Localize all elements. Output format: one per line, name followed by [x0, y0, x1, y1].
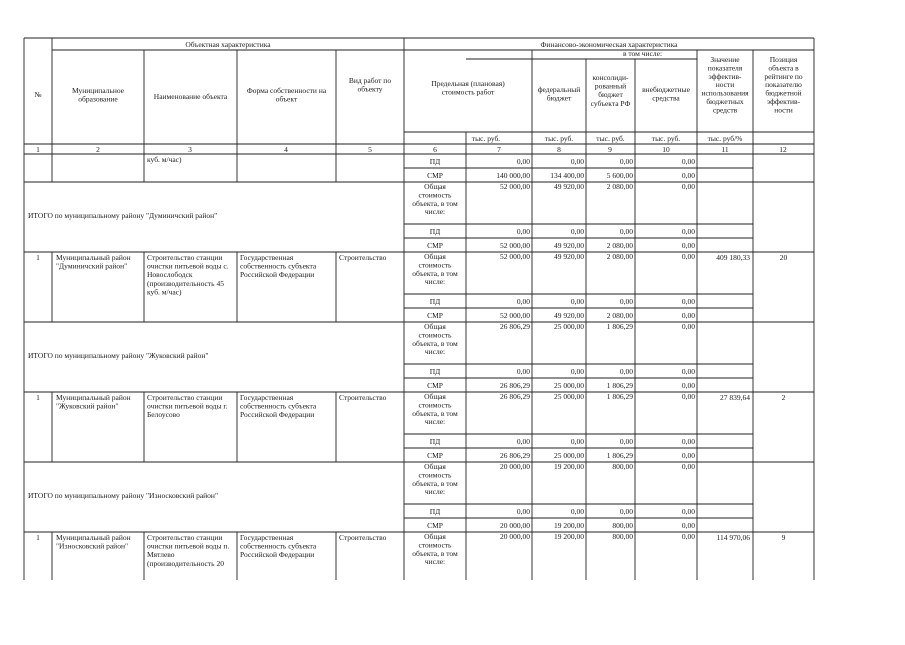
header-rating-position: ности [774, 105, 793, 115]
pd-label: ПД [429, 507, 441, 516]
column-number: 6 [433, 145, 437, 154]
header-rating-position: Позиция [769, 55, 798, 64]
total-cost-label: стоимость [418, 260, 452, 270]
total-cost-label: числе: [424, 557, 446, 567]
itogo-pd-value: 0,00 [619, 367, 633, 376]
smr-label: СМР [427, 381, 443, 390]
object-pd-value: 0,00 [570, 297, 584, 306]
itogo-pd-value: 0,00 [619, 227, 633, 236]
object-name: Строительство станции [147, 253, 223, 262]
total-cost-label: Общая [424, 182, 446, 191]
smr-label: СМР [427, 241, 443, 250]
total-cost-label: числе: [424, 207, 446, 217]
ownership-form: Государственная [240, 393, 294, 402]
header-consolidated-budget: бюджет [598, 90, 623, 100]
object-total-value: 0,00 [681, 252, 695, 261]
object-name: очистки питьевой воды г. [147, 401, 228, 411]
rating-position: 9 [781, 533, 786, 542]
itogo-total-value: 19 200,00 [554, 462, 584, 471]
municipality-name: "Износковский район" [56, 541, 129, 551]
total-cost-label: объекта, в том [412, 548, 458, 558]
header-municipality: образование [78, 94, 118, 104]
header-federal-budget: бюджет [546, 93, 572, 103]
total-cost-label: стоимость [418, 470, 452, 480]
rating-position: 20 [779, 253, 788, 262]
municipality-name: Муниципальный район [56, 253, 131, 262]
header-consolidated-budget: рованный [594, 81, 627, 91]
column-number: 5 [368, 145, 372, 154]
total-cost-label: объекта, в том [412, 268, 458, 278]
total-cost-label: числе: [424, 347, 446, 357]
header-efficiency-value: использования [701, 88, 749, 98]
object-smr-value: 0,00 [681, 451, 695, 460]
row-number: 1 [36, 533, 40, 542]
header-efficiency-value: бюджетных [706, 97, 744, 106]
itogo-smr-value: 25 000,00 [554, 381, 584, 390]
itogo-row-label: ИТОГО по муниципальному району "Думиничский район" [28, 211, 218, 220]
object-name: куб. м/час) [147, 287, 182, 297]
total-cost-label: Общая [424, 252, 446, 261]
column-number: 2 [96, 145, 100, 154]
object-smr-value: 1 806,29 [606, 451, 633, 460]
column-number: 11 [721, 145, 729, 154]
row-number: 1 [36, 393, 40, 402]
ownership-form: Российской Федерации [240, 410, 315, 420]
object-total-value: 25 000,00 [554, 392, 584, 401]
header-efficiency-value: ности [715, 80, 735, 90]
column-number: 12 [779, 145, 787, 154]
column-number: 3 [188, 145, 192, 154]
object-name: Белоусово [147, 410, 180, 420]
column-number: 9 [608, 145, 612, 154]
itogo-pd-value: 0,00 [570, 507, 584, 516]
pd-label: ПД [429, 227, 441, 236]
itogo-pd-value: 0,00 [681, 227, 695, 236]
object-pd-value: 0,00 [681, 297, 695, 306]
object-total-value: 20 000,00 [500, 532, 530, 541]
itogo-total-value: 20 000,00 [500, 462, 530, 471]
total-cost-label: Общая [424, 392, 446, 401]
municipality-name: Муниципальный район [56, 533, 131, 542]
carry-pd-value: 0,00 [681, 157, 695, 166]
smr-label: СМР [427, 521, 443, 530]
header-object-characteristics: Объектная характеристика [185, 40, 271, 49]
total-cost-label: стоимость [418, 330, 452, 340]
carry-smr-value: 134 400,00 [550, 171, 584, 180]
object-pd-value: 0,00 [619, 437, 633, 446]
object-pd-value: 0,00 [681, 437, 695, 446]
unit-label: тыс. руб. [596, 134, 625, 143]
header-rating-position: показателю [765, 80, 802, 90]
header-rating-position: рейтинге по [764, 71, 803, 81]
itogo-smr-value: 20 000,00 [500, 521, 530, 530]
pd-label: ПД [429, 367, 441, 376]
column-number: 10 [662, 145, 670, 154]
object-total-value: 26 806,29 [500, 392, 530, 401]
object-smr-value: 52 000,00 [500, 311, 530, 320]
total-cost-label: числе: [424, 487, 446, 497]
header-federal-budget: федеральный [537, 85, 581, 94]
itogo-pd-value: 0,00 [681, 507, 695, 516]
carry-pd-value: 0,00 [516, 157, 530, 166]
header-extrabudgetary: средства [652, 93, 680, 103]
itogo-pd-value: 0,00 [681, 367, 695, 376]
object-name: (производительность 20 [147, 558, 224, 568]
work-type: Строительство [339, 533, 387, 542]
unit-label: тыс. руб. [651, 134, 681, 143]
object-name: Строительство станции [147, 533, 223, 542]
total-cost-label: объекта, в том [412, 478, 458, 488]
header-work-type: объекту [357, 84, 383, 94]
object-total-value: 19 200,00 [554, 532, 584, 541]
header-rating-position: объекта в [768, 63, 799, 73]
rating-position: 2 [781, 393, 786, 402]
smr-label: СМР [427, 451, 443, 460]
column-number: 7 [497, 145, 501, 154]
municipality-name: "Думиничский район" [56, 261, 128, 271]
itogo-total-value: 49 920,00 [554, 182, 584, 191]
itogo-total-value: 0,00 [681, 462, 695, 471]
total-cost-label: объекта, в том [412, 408, 458, 418]
total-cost-label: Общая [424, 462, 446, 471]
itogo-total-value: 0,00 [681, 182, 695, 191]
column-number: 1 [36, 145, 40, 154]
efficiency-value: 114 970,06 [716, 533, 750, 542]
itogo-total-value: 0,00 [681, 322, 695, 331]
ownership-form: собственность субъекта [240, 401, 317, 411]
itogo-total-value: 800,00 [612, 462, 633, 471]
header-efficiency-value: эффектив- [708, 71, 742, 81]
header-efficiency-value: Значение [710, 55, 740, 64]
itogo-pd-value: 0,00 [570, 367, 584, 376]
object-name: очистки питьевой воды с. [147, 261, 229, 271]
object-name-tail: куб. м/час) [147, 155, 182, 164]
header-max-cost: стоимость работ [441, 87, 495, 97]
carry-pd-value: 0,00 [570, 157, 584, 166]
object-total-value: 800,00 [612, 532, 633, 541]
carry-smr-value: 0,00 [681, 171, 695, 180]
unit-label: тыс. руб/% [707, 134, 743, 143]
pd-label: ПД [429, 437, 441, 446]
row-number: 1 [36, 253, 40, 262]
header-efficiency-value: средств [712, 105, 738, 115]
smr-label: СМР [427, 171, 443, 180]
itogo-total-value: 1 806,29 [606, 322, 633, 331]
object-total-value: 52 000,00 [500, 252, 530, 261]
ownership-form: Российской Федерации [240, 270, 315, 280]
ownership-form: Государственная [240, 253, 294, 262]
header-efficiency-value: показателя [707, 63, 743, 73]
header-max-cost: Предельная (плановая) [431, 79, 505, 88]
object-total-value: 49 920,00 [554, 252, 584, 261]
unit-label: тыс. руб. [544, 134, 574, 143]
total-cost-label: числе: [424, 417, 446, 427]
object-pd-value: 0,00 [619, 297, 633, 306]
ownership-form: Российской Федерации [240, 550, 315, 560]
object-total-value: 0,00 [681, 532, 695, 541]
object-name: Строительство станции [147, 393, 223, 402]
total-cost-label: стоимость [418, 400, 452, 410]
header-ownership: объект [275, 94, 298, 104]
itogo-pd-value: 0,00 [570, 227, 584, 236]
itogo-row-label: ИТОГО по муниципальному району "Жуковский район" [28, 351, 209, 360]
column-number: 4 [284, 145, 288, 154]
object-pd-value: 0,00 [516, 437, 530, 446]
carry-pd-value: 0,00 [619, 157, 633, 166]
total-cost-label: стоимость [418, 190, 452, 200]
object-name: Новослободск [147, 270, 193, 280]
itogo-smr-value: 2 080,00 [606, 241, 633, 250]
carry-smr-value: 5 600,00 [606, 171, 633, 180]
header-consolidated-budget: субъекта РФ [590, 98, 631, 108]
work-type: Строительство [339, 393, 387, 402]
itogo-total-value: 2 080,00 [606, 182, 633, 191]
municipality-name: "Жуковский район" [56, 401, 119, 411]
efficiency-value: 409 180,33 [716, 253, 750, 262]
object-pd-value: 0,00 [516, 297, 530, 306]
ownership-form: собственность субъекта [240, 261, 317, 271]
itogo-smr-value: 19 200,00 [554, 521, 584, 530]
object-total-value: 2 080,00 [606, 252, 633, 261]
ownership-form: Государственная [240, 533, 294, 542]
header-rating-position: бюджетной [765, 88, 802, 98]
object-total-value: 0,00 [681, 392, 695, 401]
object-name: очистки питьевой воды п. [147, 541, 230, 551]
object-name: (производительность 45 [147, 278, 224, 288]
total-cost-label: Общая [424, 322, 446, 331]
itogo-smr-value: 0,00 [681, 381, 695, 390]
total-cost-label: стоимость [418, 540, 452, 550]
itogo-pd-value: 0,00 [516, 227, 530, 236]
column-number: 8 [557, 145, 561, 154]
header-rating-position: эффектив- [766, 97, 801, 106]
itogo-pd-value: 0,00 [516, 507, 530, 516]
itogo-smr-value: 1 806,29 [606, 381, 633, 390]
total-cost-label: Общая [424, 532, 446, 541]
object-smr-value: 26 806,29 [500, 451, 530, 460]
municipality-name: Муниципальный район [56, 393, 131, 402]
total-cost-label: объекта, в том [412, 338, 458, 348]
smr-label: СМР [427, 311, 443, 320]
itogo-smr-value: 26 806,29 [500, 381, 530, 390]
header-municipality: Муниципальное [71, 86, 125, 95]
pd-label: ПД [429, 297, 441, 306]
carry-smr-value: 140 000,00 [496, 171, 530, 180]
itogo-smr-value: 0,00 [681, 241, 695, 250]
object-smr-value: 49 920,00 [554, 311, 584, 320]
itogo-pd-value: 0,00 [516, 367, 530, 376]
header-extrabudgetary: внебюджетные [642, 85, 690, 94]
object-pd-value: 0,00 [570, 437, 584, 446]
object-smr-value: 2 080,00 [606, 311, 633, 320]
header-including: в том числе: [622, 49, 663, 58]
pd-label: ПД [429, 157, 441, 166]
object-name: Мятлево [147, 550, 175, 560]
itogo-smr-value: 49 920,00 [554, 241, 584, 250]
itogo-smr-value: 0,00 [681, 521, 695, 530]
object-smr-value: 25 000,00 [554, 451, 584, 460]
itogo-pd-value: 0,00 [619, 507, 633, 516]
itogo-total-value: 52 000,00 [500, 182, 530, 191]
header-consolidated-budget: консолиди- [592, 73, 629, 82]
unit-label: тыс. руб. [471, 134, 501, 143]
itogo-smr-value: 52 000,00 [500, 241, 530, 250]
work-type: Строительство [339, 253, 387, 262]
header-financial-characteristics: Финансово-экономическая характеристика [540, 40, 678, 49]
header-ownership: Форма собственности на [246, 86, 327, 95]
header-number: № [34, 90, 42, 99]
itogo-row-label: ИТОГО по муниципальному району "Износковский район" [28, 491, 219, 500]
total-cost-label: числе: [424, 277, 446, 287]
header-work-type: Вид работ по [348, 76, 392, 85]
itogo-total-value: 25 000,00 [554, 322, 584, 331]
efficiency-value: 27 839,64 [720, 393, 750, 402]
header-object-name: Наименование объекта [153, 92, 228, 101]
itogo-smr-value: 800,00 [612, 521, 633, 530]
object-smr-value: 0,00 [681, 311, 695, 320]
object-total-value: 1 806,29 [606, 392, 633, 401]
ownership-form: собственность субъекта [240, 541, 317, 551]
total-cost-label: объекта, в том [412, 198, 458, 208]
itogo-total-value: 26 806,29 [500, 322, 530, 331]
